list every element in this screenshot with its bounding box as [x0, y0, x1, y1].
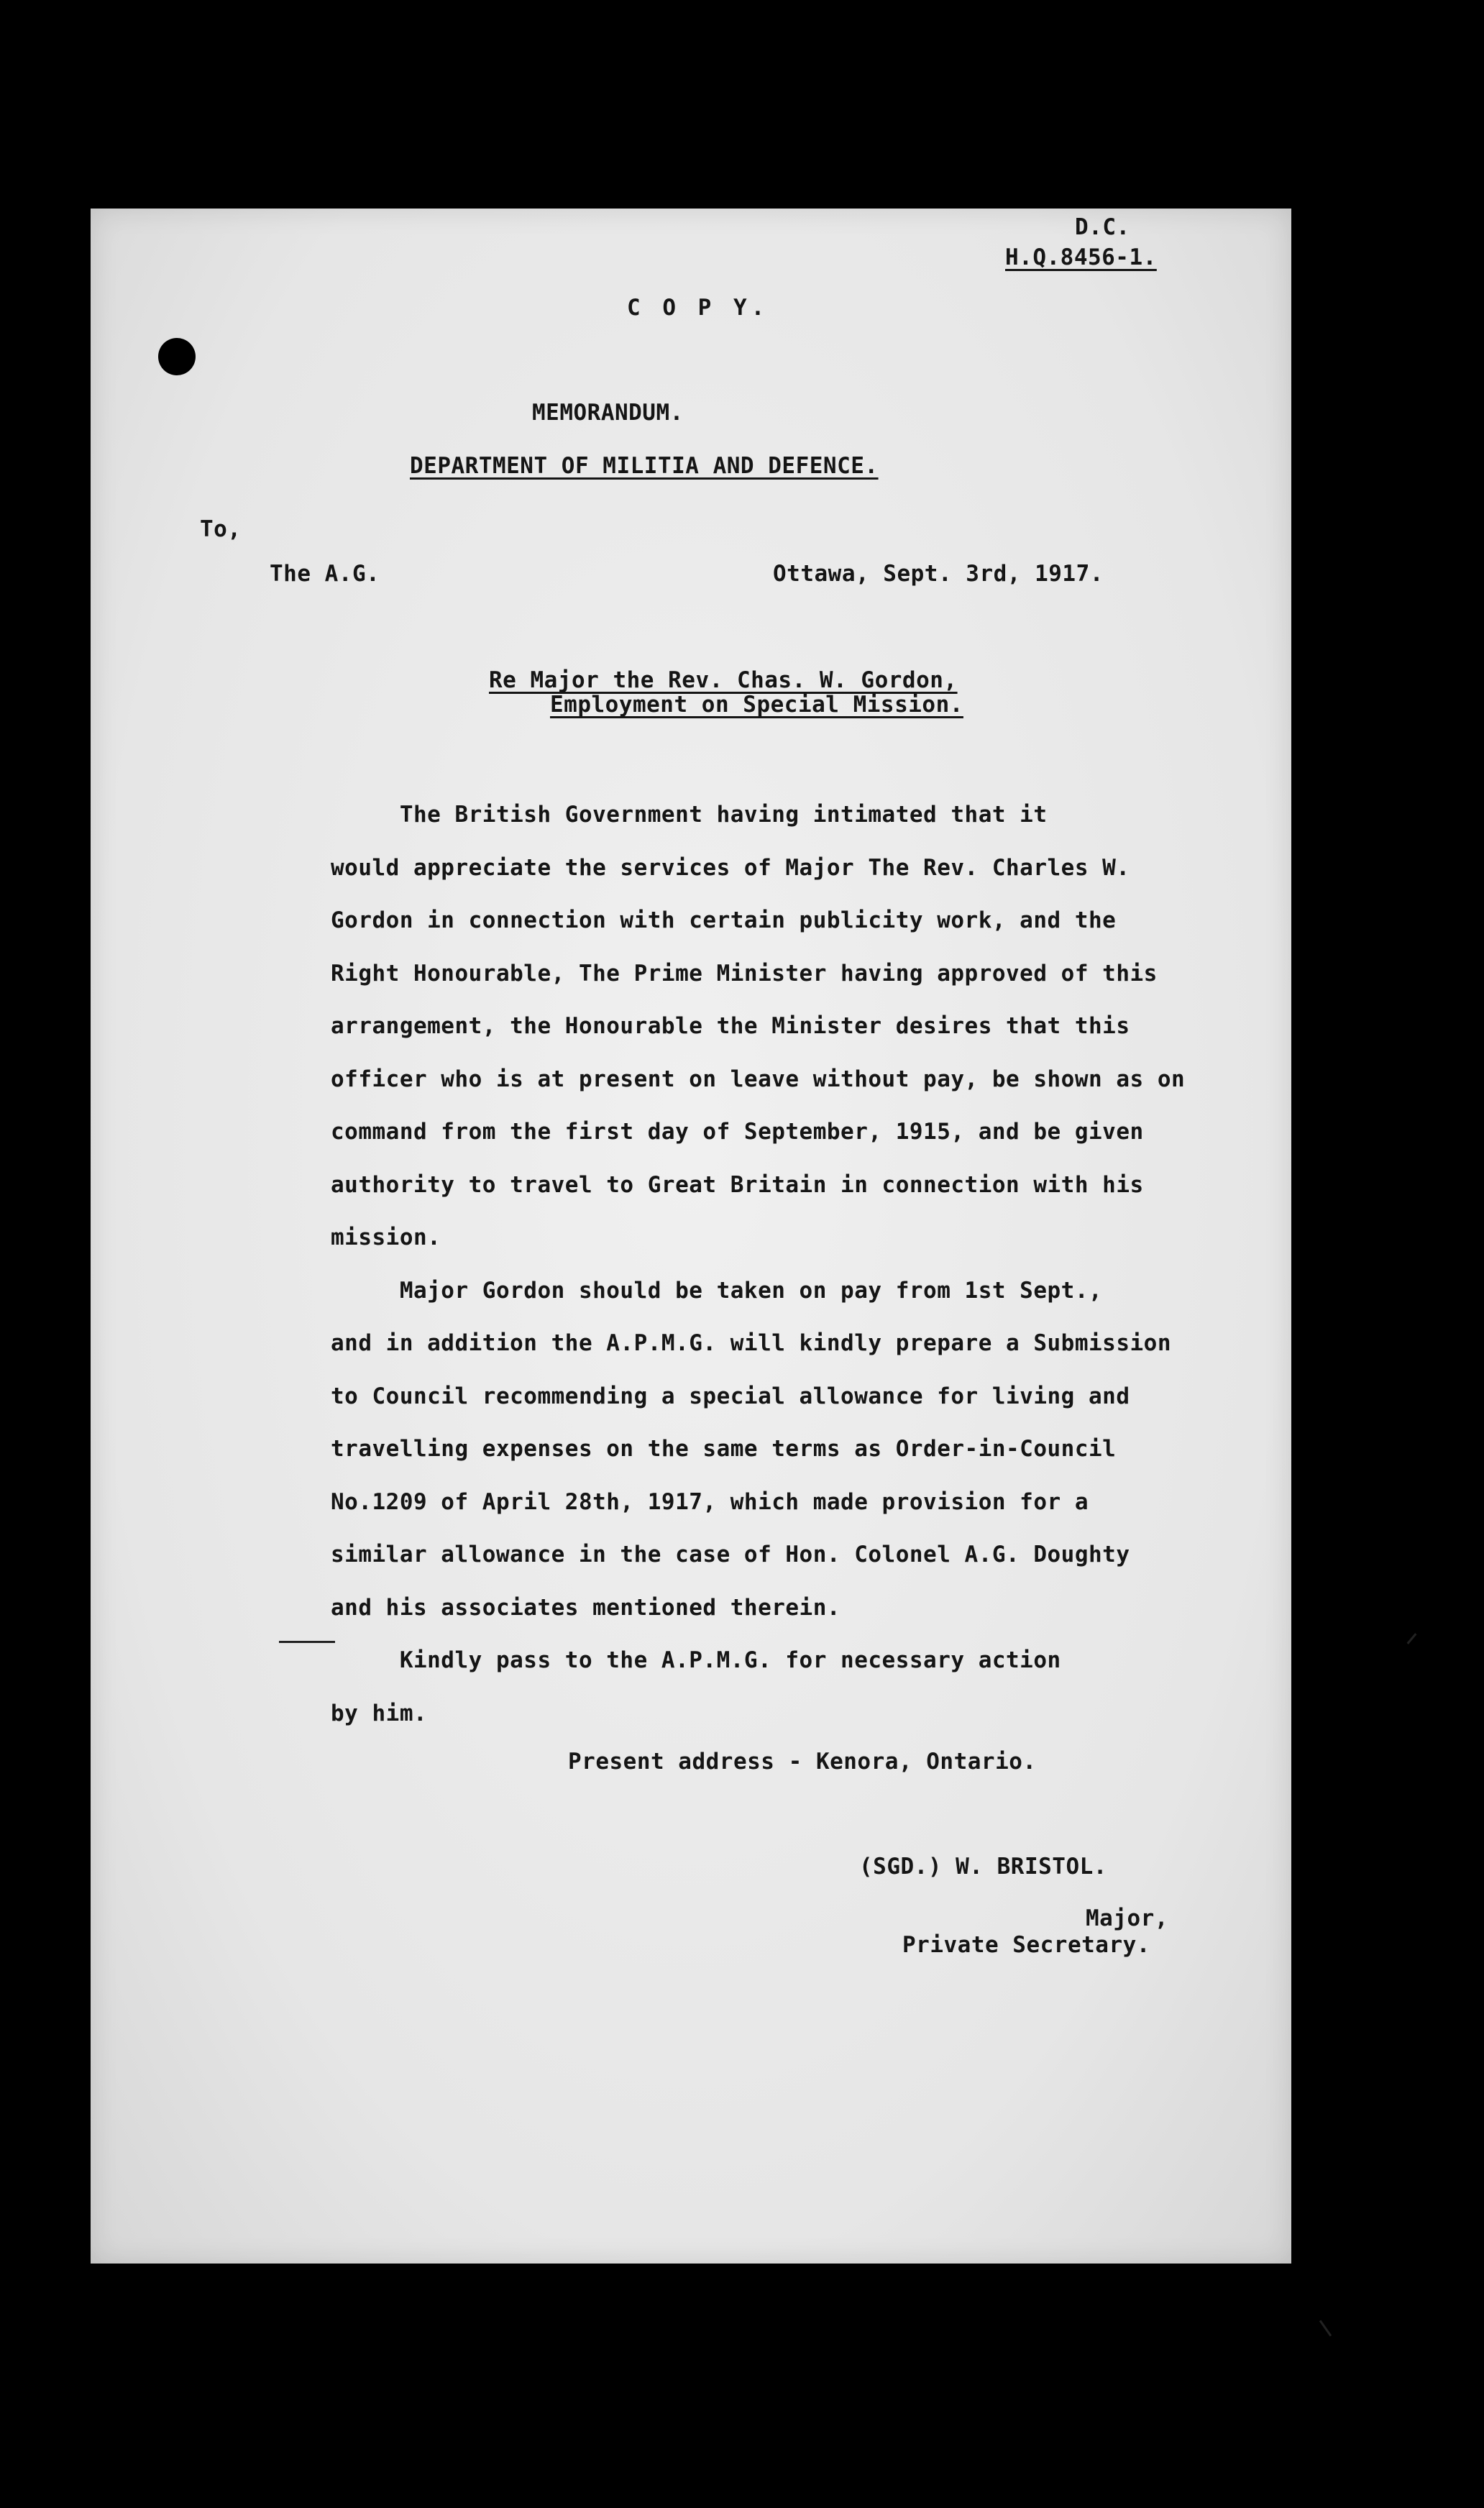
file-ref-line1: D.C.: [1075, 214, 1130, 240]
body-line: Kindly pass to the A.P.M.G. for necessary action: [331, 1647, 1061, 1673]
subject-line2: Employment on Special Mission.: [550, 692, 963, 718]
present-address: Present address - Kenora, Ontario.: [568, 1749, 1037, 1775]
punch-hole: [158, 338, 196, 375]
subject-line1: Re Major the Rev. Chas. W. Gordon,: [489, 667, 958, 693]
body-line: command from the first day of September, 1915, and be given: [331, 1119, 1144, 1145]
body-line: arrangement, the Honourable the Minister desires that this: [331, 1013, 1130, 1039]
body-line: Gordon in connection with certain publicity work, and the: [331, 907, 1117, 933]
memo-heading: MEMORANDUM.: [532, 400, 684, 426]
margin-mark: [1407, 1633, 1417, 1644]
body-line: would appreciate the services of Major The Rev. Charles W.: [331, 854, 1130, 881]
body-line: The British Government having intimated that it: [331, 802, 1048, 828]
body-line: authority to travel to Great Britain in connection with his: [331, 1171, 1144, 1198]
to-label: To,: [200, 516, 242, 542]
memo-body: [331, 789, 1294, 1740]
file-ref-line2: H.Q.8456-1.: [1005, 244, 1157, 270]
recipient: The A.G.: [270, 561, 380, 587]
department-heading: DEPARTMENT OF MILITIA AND DEFENCE.: [410, 453, 879, 479]
body-line: and in addition the A.P.M.G. will kindly prepare a Submission: [331, 1330, 1171, 1356]
margin-mark: [1319, 2320, 1332, 2336]
body-line: Major Gordon should be taken on pay from 1st Sept.,: [331, 1277, 1103, 1304]
body-line: similar allowance in the case of Hon. Colonel A.G. Doughty: [331, 1542, 1130, 1568]
place-date: Ottawa, Sept. 3rd, 1917.: [773, 561, 1104, 587]
body-line: to Council recommending a special allowance for living and: [331, 1383, 1130, 1409]
body-line: mission.: [331, 1225, 441, 1250]
body-line: travelling expenses on the same terms as Order-in-Council: [331, 1436, 1117, 1462]
signature-signed: (SGD.) W. BRISTOL.: [859, 1854, 1107, 1880]
signature-title: Private Secretary.: [902, 1932, 1150, 1958]
body-line: by him.: [331, 1700, 428, 1726]
body-line: and his associates mentioned therein.: [331, 1594, 841, 1621]
margin-mark: [279, 1641, 335, 1643]
body-line: Right Honourable, The Prime Minister having approved of this: [331, 960, 1158, 987]
body-line: No.1209 of April 28th, 1917, which made provision for a: [331, 1488, 1089, 1515]
signature-rank: Major,: [1086, 1905, 1168, 1931]
copy-label: C O P Y.: [627, 295, 769, 321]
body-line: officer who is at present on leave without pay, be shown as on: [331, 1066, 1186, 1092]
